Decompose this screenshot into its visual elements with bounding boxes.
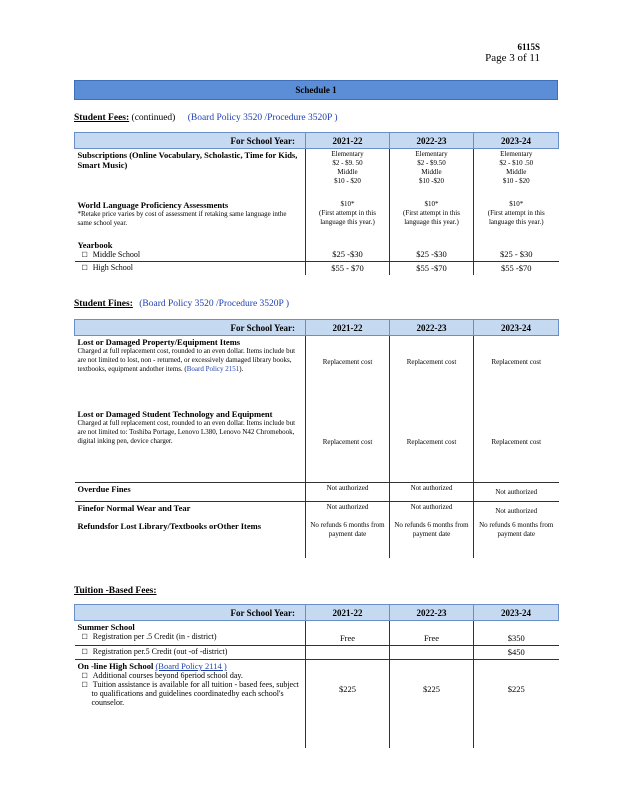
cell-text: $10 - $20 bbox=[502, 177, 530, 186]
cell-value: Replacement cost bbox=[390, 336, 474, 409]
table-row bbox=[75, 239, 559, 262]
cell-value: $350 bbox=[474, 621, 559, 646]
checkbox-icon: ☐ bbox=[81, 251, 88, 259]
cell-value: Replacement cost bbox=[474, 336, 559, 409]
student-fees-table bbox=[74, 132, 559, 275]
cell-text: Elementary bbox=[331, 150, 364, 158]
bullet-text: Tuition assistance is available for all tuition - based fees, subject to qualifications and guidelines coordinatedby each school's counselor. bbox=[91, 680, 299, 708]
header-year: 2021-22 bbox=[306, 133, 390, 149]
tuition-fees-heading bbox=[74, 586, 157, 596]
table-header-row bbox=[75, 133, 559, 149]
cell-text: Middle bbox=[506, 168, 527, 177]
header-year: 2023-24 bbox=[474, 320, 559, 336]
cell-value: $55 - $70 bbox=[306, 262, 390, 276]
table-row bbox=[75, 149, 559, 200]
table-row bbox=[75, 502, 559, 521]
cell-value: $225 bbox=[306, 660, 390, 749]
table-row bbox=[75, 646, 559, 660]
header-year: 2022-23 bbox=[390, 320, 474, 336]
cell-value: Free bbox=[390, 621, 474, 646]
row-title: On -line High School bbox=[77, 661, 154, 672]
table-row bbox=[75, 520, 559, 558]
cell-text: $2 - $9.50 bbox=[417, 159, 446, 168]
policy-link[interactable]: (Board Policy 3520 /Procedure 3520P ) bbox=[139, 299, 290, 309]
cell-value: Not authorized bbox=[390, 483, 474, 502]
student-fines-table bbox=[74, 319, 559, 558]
policy-link[interactable]: Board Policy 2151 bbox=[186, 364, 240, 373]
cell-value: Not authorized bbox=[306, 483, 390, 502]
table-row bbox=[75, 483, 559, 502]
bullet-text: Registration per.5 Credit (out -of -district) bbox=[92, 647, 228, 657]
row-title: Subscriptions (Online Vocabulary, Scholastic, Time for Kids, Smart Music) bbox=[77, 150, 298, 170]
policy-link[interactable]: (Board Policy 2114 ) bbox=[155, 661, 227, 672]
row-title: Overdue Fines bbox=[77, 484, 131, 494]
header-label: For School Year: bbox=[75, 133, 306, 149]
header-label: For School Year: bbox=[75, 605, 306, 621]
cell-value: $225 bbox=[474, 660, 559, 749]
cell-value: No refunds 6 months from payment date bbox=[474, 520, 559, 558]
row-title: Summer School bbox=[77, 622, 135, 632]
checkbox-icon: ☐ bbox=[81, 633, 88, 641]
table-header-row bbox=[75, 320, 559, 336]
cell-value: $450 bbox=[474, 646, 559, 660]
row-desc: Charged at full replacement cost, rounded to an even dollar. Items include but are not limited to: Toshiba Portage, Lenovo L380, Lenovo N42 Chromebook, digital inking pen, device charger. bbox=[77, 419, 296, 445]
checkbox-icon: ☐ bbox=[81, 672, 88, 681]
cell-value: $25 - $30 bbox=[474, 239, 559, 262]
cell-value: No refunds 6 months from payment date bbox=[306, 520, 390, 558]
header-year: 2023-24 bbox=[474, 133, 559, 149]
bullet-text: Middle School bbox=[92, 250, 141, 259]
cell-text: Elementary bbox=[500, 150, 533, 158]
header-year: 2022-23 bbox=[390, 133, 474, 149]
cell-text: Middle bbox=[421, 168, 442, 177]
cell-text: (First attempt in this language this year.) bbox=[403, 209, 460, 227]
cell-value: Replacement cost bbox=[474, 408, 559, 483]
table-row bbox=[75, 660, 559, 749]
cell-text: Middle bbox=[337, 168, 358, 177]
checkbox-icon: ☐ bbox=[81, 681, 88, 690]
bullet-text: High School bbox=[92, 263, 134, 273]
cell-text: $10* bbox=[340, 200, 355, 208]
cell-text: (First attempt in this language this year.) bbox=[487, 209, 545, 227]
section-title: Student Fines: bbox=[74, 299, 133, 309]
cell-text: $10 -$20 bbox=[418, 177, 445, 186]
cell-value bbox=[306, 646, 390, 660]
document-number: 6115S bbox=[517, 42, 540, 52]
cell-value: Not authorized bbox=[474, 483, 559, 502]
row-desc-end: ). bbox=[239, 364, 244, 373]
continued-label: (continued) bbox=[131, 113, 176, 123]
cell-value: $25 -$30 bbox=[306, 239, 390, 262]
checkbox-icon: ☐ bbox=[81, 264, 88, 273]
table-row bbox=[75, 262, 559, 276]
schedule-band: Schedule 1 bbox=[74, 80, 558, 100]
page-number: Page 3 of 11 bbox=[485, 52, 540, 64]
bullet-text: Registration per .5 Credit (in - district) bbox=[92, 632, 217, 641]
header-year: 2021-22 bbox=[306, 320, 390, 336]
cell-text: (First attempt in this language this year.) bbox=[319, 209, 376, 227]
cell-text: $10* bbox=[424, 200, 439, 208]
row-title: Lost or Damaged Student Technology and Equipment bbox=[77, 409, 273, 419]
cell-value: No refunds 6 months from payment date bbox=[390, 520, 474, 558]
cell-text: $2 - $10 .50 bbox=[499, 159, 534, 168]
policy-link[interactable]: (Board Policy 3520 /Procedure 3520P ) bbox=[187, 113, 338, 123]
cell-value: Not authorized bbox=[390, 502, 474, 521]
cell-value: Replacement cost bbox=[306, 408, 390, 483]
row-title: Yearbook bbox=[77, 240, 113, 250]
table-header-row bbox=[75, 605, 559, 621]
cell-text: $10 - $20 bbox=[334, 177, 361, 186]
header-year: 2022-23 bbox=[390, 605, 474, 621]
row-desc: Charged at full replacement cost, rounded to an even dollar. Items include but are not limited to lost, non - returned, or excessively damaged library books, textbooks, equipment andother items. ( bbox=[77, 347, 296, 373]
row-title: World Language Proficiency Assessments bbox=[77, 200, 229, 210]
student-fines-heading bbox=[74, 299, 289, 309]
header-year: 2023-24 bbox=[474, 605, 559, 621]
cell-value: Replacement cost bbox=[390, 408, 474, 483]
cell-value: $25 -$30 bbox=[390, 239, 474, 262]
cell-text: Elementary bbox=[415, 150, 448, 158]
cell-value bbox=[390, 646, 474, 660]
cell-value: $225 bbox=[390, 660, 474, 749]
row-title: Finefor Normal Wear and Tear bbox=[77, 503, 191, 513]
cell-value: Replacement cost bbox=[306, 336, 390, 409]
cell-text: $2 - $9. 50 bbox=[332, 159, 363, 168]
row-note: *Retake price varies by cost of assessment if retaking same language inthe same school year. bbox=[77, 210, 287, 227]
row-title: Refundsfor Lost Library/Textbooks orOther Items bbox=[77, 521, 262, 531]
section-title: Student Fees: bbox=[74, 113, 130, 123]
cell-value: Not authorized bbox=[306, 502, 390, 521]
row-title: Lost or Damaged Property/Equipment Items bbox=[77, 337, 241, 347]
bullet-text: Additional courses beyond 6period school day. bbox=[92, 671, 243, 681]
cell-value: Not authorized bbox=[474, 502, 559, 521]
student-fees-heading bbox=[74, 113, 337, 123]
header-year: 2021-22 bbox=[306, 605, 390, 621]
cell-value: Free bbox=[306, 621, 390, 646]
cell-text: $10* bbox=[509, 200, 524, 208]
header-label: For School Year: bbox=[75, 320, 306, 336]
cell-value: $55 -$70 bbox=[390, 262, 474, 276]
table-row bbox=[75, 336, 559, 409]
cell-value: $55 -$70 bbox=[474, 262, 559, 276]
section-title: Tuition -Based Fees: bbox=[74, 586, 157, 596]
table-row bbox=[75, 621, 559, 646]
checkbox-icon: ☐ bbox=[81, 648, 88, 657]
table-row bbox=[75, 408, 559, 483]
tuition-fees-table bbox=[74, 604, 559, 748]
table-row bbox=[75, 199, 559, 239]
